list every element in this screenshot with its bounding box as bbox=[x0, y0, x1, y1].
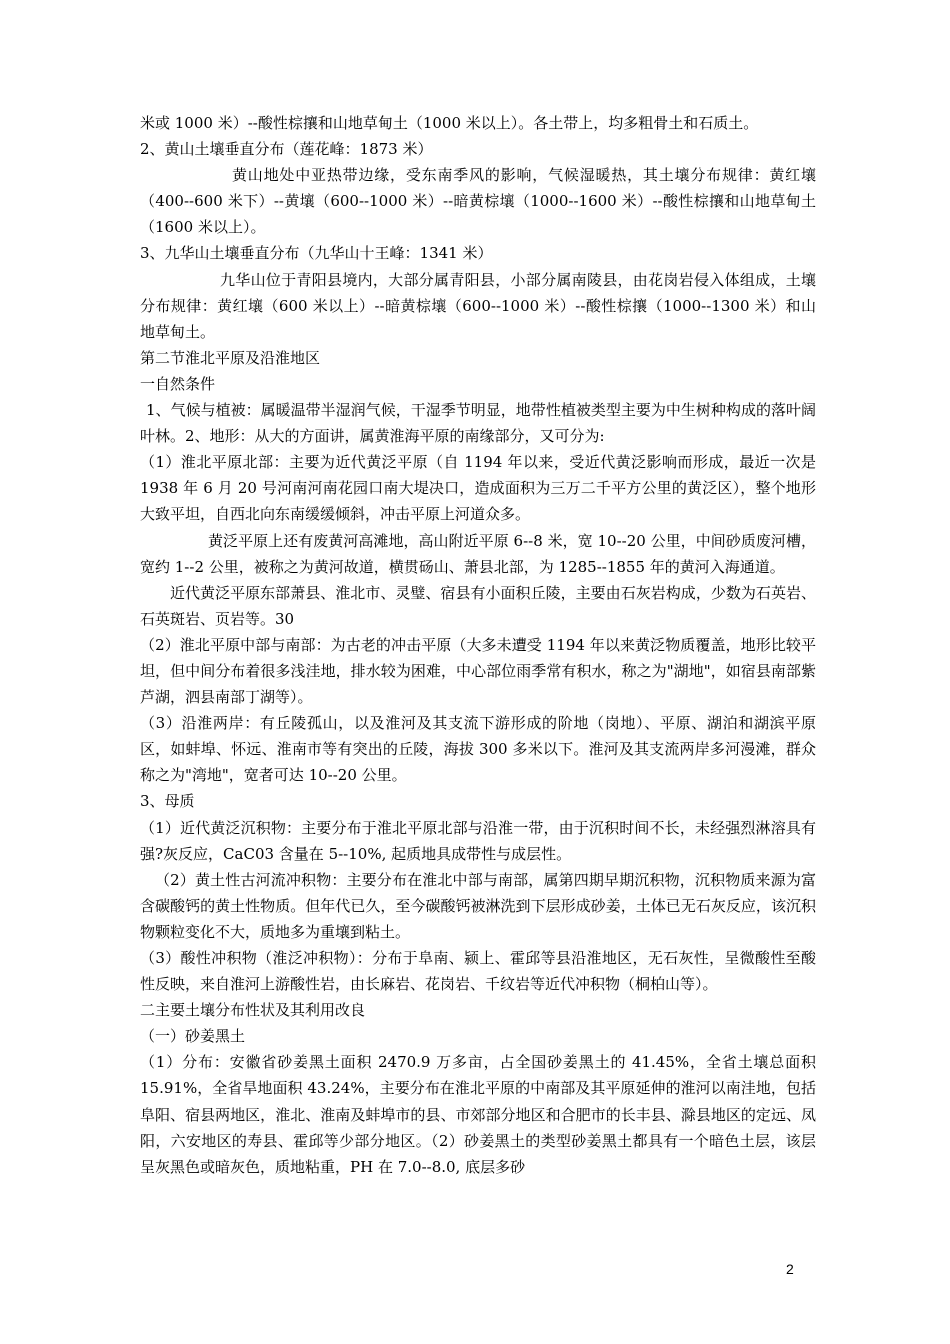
paragraph-climate: 1、气候与植被：属暖温带半湿润气候，干湿季节明显，地带性植被类型主要为中生树种构成的落叶阔叶林。2、地形：从大的方面讲，属黄淮海平原的南缘部分，又可分为: bbox=[140, 401, 816, 446]
heading-jiuhuashan: 3、九华山土壤垂直分布（九华山十王峰：1341 米） bbox=[140, 244, 493, 263]
paragraph-distribution: （1）分布：安徽省砂姜黑土面积 2470.9 万多亩，占全国砂姜黑土的 41.45%，全省土壤总面积 15.91%，全省旱地面积 43.24%，主要分布在淮北平原的中南部及其平原延伸的淮河以南洼地，包括阜阳、宿县两地区，淮北、淮南及蚌埠市的县、市郊部分地区和合肥市的长丰县、滁县地区的定远、凤阳，六安地区的寿县、霍邱等少部分地区。（2）砂姜黑土的类型砂姜黑土都具有一个暗色土层，该层呈灰黑色或暗灰色，质地粘重，PH 在 7.0--8.0, 底层多砂 bbox=[140, 1053, 816, 1176]
paragraph-central-south: （2）淮北平原中部与南部：为古老的冲击平原（大多未遭受 1194 年以来黄泛物质覆盖，地形比较平坦，但中间分布着很多浅洼地，排水较为困难，中心部位雨季常有积水，称之为"湖地"，如宿县南部紫芦湖，泗县南部丁湖等）。 bbox=[140, 635, 816, 707]
section-heading: 第二节淮北平原及沿淮地区 bbox=[140, 348, 321, 367]
heading-huangshan: 2、黄山土壤垂直分布（莲花峰：1873 米） bbox=[140, 140, 433, 159]
paragraph-huangshan: 黄山地处中亚热带边缘，受东南季风的影响，气候湿暖热，其土壤分布规律：黄红壤（400--600 米下）--黄壤（600--1000 米）--暗黄棕壤（1000--1600 米）--酸性棕攘和山地草甸土（1600 米以上）。 bbox=[140, 166, 816, 237]
document-body bbox=[140, 110, 816, 1180]
subsection-heading: 一自然条件 bbox=[140, 374, 216, 393]
heading-soil-distribution: 二主要土壤分布性状及其利用改良 bbox=[140, 1001, 366, 1020]
heading-shajiang-black-soil: （一）砂姜黑土 bbox=[140, 1027, 246, 1046]
paragraph-jiuhuashan: 九华山位于青阳县境内，大部分属青阳县，小部分属南陵县，由花岗岩侵入体组成，土壤分布规律：黄红壤（600 米以上）--暗黄棕壤（600--1000 米）--酸性棕攘（1000--1300 米）和山地草甸土。 bbox=[140, 270, 816, 341]
paragraph-yellow-flood: 黄泛平原上还有废黄河高滩地，高山附近平原 6--8 米，宽 10--20 公里，中间砂质废河槽，宽约 1--2 公里，被称之为黄河故道，横贯砀山、萧县北部，为 1285--1855 年的黄河入海通道。 bbox=[140, 531, 816, 576]
heading-parent-material: 3、母质 bbox=[140, 792, 195, 811]
paragraph-hills: 近代黄泛平原东部萧县、淮北市、灵璧、宿县有小面积丘陵，主要由石灰岩构成，少数为石英岩、石英斑岩、页岩等。30 bbox=[140, 583, 816, 628]
page-number: 2 bbox=[786, 1261, 794, 1277]
paragraph-soil-belts: 米或 1000 米）--酸性棕攘和山地草甸土（1000 米以上）。各土带上，均多粗骨土和石质土。 bbox=[140, 114, 759, 132]
paragraph-huai-banks: （3）沿淮两岸：有丘陵孤山，以及淮河及其支流下游形成的阶地（岗地）、平原、湖泊和湖滨平原区，如蚌埠、怀远、淮南市等有突出的丘陵，海拔 300 多米以下。淮河及其支流两岸多河漫滩，群众称之为"湾地"，宽者可达 10--20 公里。 bbox=[140, 714, 816, 785]
paragraph-north-plain: （1）淮北平原北部：主要为近代黄泛平原（自 1194 年以来，受近代黄泛影响而形成，最近一次是 1938 年 6 月 20 号河南河南花园口南大堤决口，造成面积为三万二千平方公里的黄泛区），整个地形大致平坦，自西北向东南缓缓倾斜，冲击平原上河道众多。 bbox=[140, 453, 816, 524]
paragraph-loess-deposits: （2）黄土性古河流冲积物：主要分布在淮北中部与南部，属第四期早期沉积物，沉积物质来源为富含碳酸钙的黄土性物质。但年代已久，至今碳酸钙被淋洗到下层形成砂姜，土体已无石灰反应，该沉积物颗粒变化不大，质地多为重壤到粘土。 bbox=[140, 870, 816, 941]
paragraph-acid-deposits: （3）酸性冲积物（淮泛冲积物）：分布于阜南、颍上、霍邱等县沿淮地区，无石灰性，呈微酸性至酸性反映，来自淮河上游酸性岩，由长麻岩、花岗岩、千纹岩等近代冲积物（桐柏山等）。 bbox=[140, 949, 816, 994]
paragraph-flood-deposits: （1）近代黄泛沉积物：主要分布于淮北平原北部与沿淮一带，由于沉积时间不长，未经强烈淋溶具有强?灰反应，CaC03 含量在 5--10%, 起质地具成带性与成层性。 bbox=[140, 818, 816, 863]
